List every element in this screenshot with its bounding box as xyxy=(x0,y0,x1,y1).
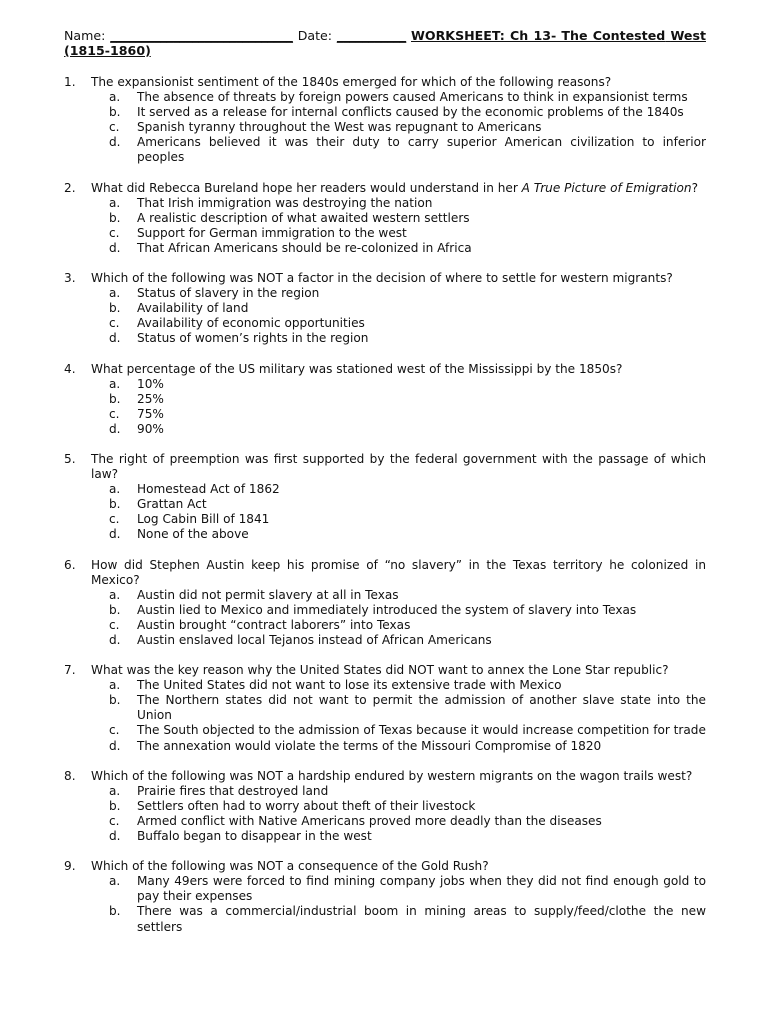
question-text: What percentage of the US military was stationed west of the Mississippi by the 1850s? xyxy=(91,361,623,376)
question-text: What did Rebecca Bureland hope her readers would understand in her A True Picture of Emigration? xyxy=(91,180,699,195)
question-number: 1. xyxy=(64,75,76,89)
answer-option xyxy=(109,211,706,226)
question-3 xyxy=(64,271,706,346)
option-letter: a. xyxy=(109,482,121,497)
option-text: Americans believed it was their duty to carry superior American civilization to inferior peoples xyxy=(137,135,706,165)
option-text: The United States did not want to lose its extensive trade with Mexico xyxy=(137,678,562,693)
option-text: Grattan Act xyxy=(137,497,207,512)
option-text: A realistic description of what awaited western settlers xyxy=(137,210,470,225)
worksheet-page xyxy=(64,28,706,935)
answer-option xyxy=(109,633,706,648)
answer-option xyxy=(109,196,706,211)
option-letter: d. xyxy=(109,829,121,844)
option-letter: d. xyxy=(109,633,121,647)
name-field: _____________________________ xyxy=(110,28,293,43)
option-text: Availability of land xyxy=(137,301,249,316)
option-text: Many 49ers were forced to find mining company jobs when they did not find enough gold to pay their expenses xyxy=(137,874,706,904)
answer-option xyxy=(109,377,706,392)
question-1 xyxy=(64,75,706,166)
answer-option xyxy=(109,135,706,165)
option-letter: a. xyxy=(109,678,121,693)
answer-option xyxy=(109,90,706,105)
option-text: Homestead Act of 1862 xyxy=(137,482,280,497)
option-text: Buffalo began to disappear in the west xyxy=(137,829,372,844)
option-letter: b. xyxy=(109,602,121,617)
option-letter: a. xyxy=(109,587,121,602)
question-number: 2. xyxy=(64,180,76,195)
option-text: Austin lied to Mexico and immediately introduced the system of slavery into Texas xyxy=(137,602,637,617)
option-letter: c. xyxy=(109,120,120,135)
question-number: 6. xyxy=(64,557,76,572)
question-7 xyxy=(64,663,706,754)
option-text: 75% xyxy=(137,406,164,421)
question-text: What was the key reason why the United States did NOT want to annex the Lone Star republic? xyxy=(91,663,669,678)
answer-option xyxy=(109,814,706,829)
worksheet-title: WORKSHEET: Ch 13- The Contested West (1815-1860) xyxy=(64,28,706,58)
question-5 xyxy=(64,452,706,543)
option-text: 25% xyxy=(137,391,164,406)
option-letter: a. xyxy=(109,195,121,210)
option-letter: d. xyxy=(109,135,121,150)
option-text: Status of slavery in the region xyxy=(137,286,320,301)
answer-option xyxy=(109,497,706,512)
option-text: Austin brought “contract laborers” into Texas xyxy=(137,617,411,632)
question-6 xyxy=(64,558,706,649)
question-9 xyxy=(64,859,706,934)
option-letter: b. xyxy=(109,904,121,919)
option-letter: b. xyxy=(109,798,121,813)
answer-option xyxy=(109,422,706,437)
option-letter: b. xyxy=(109,105,121,120)
question-text: Which of the following was NOT a factor in the decision of where to settle for western migrants? xyxy=(91,271,673,286)
question-number: 5. xyxy=(64,451,76,466)
option-letter: c. xyxy=(109,225,120,240)
option-text: That Irish immigration was destroying the nation xyxy=(137,195,433,210)
answer-option xyxy=(109,874,706,904)
option-text: It served as a release for internal conflicts caused by the economic problems of the 1840s xyxy=(137,105,684,120)
answer-option xyxy=(109,331,706,346)
option-letter: b. xyxy=(109,210,121,225)
question-text: Which of the following was NOT a consequence of the Gold Rush? xyxy=(91,859,489,874)
option-text: Settlers often had to worry about theft of their livestock xyxy=(137,798,476,813)
option-text: That African Americans should be re-colonized in Africa xyxy=(137,240,472,255)
option-letter: d. xyxy=(109,738,121,753)
option-letter: a. xyxy=(109,783,121,798)
answer-option xyxy=(109,482,706,497)
question-number: 3. xyxy=(64,271,76,286)
option-letter: a. xyxy=(109,376,121,391)
option-text: Log Cabin Bill of 1841 xyxy=(137,512,270,527)
option-letter: d. xyxy=(109,240,121,255)
option-letter: b. xyxy=(109,497,121,512)
option-text: There was a commercial/industrial boom in mining areas to supply/feed/clothe the new settlers xyxy=(137,904,706,934)
answer-option xyxy=(109,301,706,316)
option-text: None of the above xyxy=(137,527,249,542)
option-letter: b. xyxy=(109,693,121,708)
option-text: Support for German immigration to the west xyxy=(137,225,407,240)
question-text: How did Stephen Austin keep his promise of “no slavery” in the Texas territory he colonized in Mexico? xyxy=(91,557,706,587)
answer-option xyxy=(109,829,706,844)
option-letter: c. xyxy=(109,316,120,331)
question-2 xyxy=(64,181,706,256)
answer-option xyxy=(109,105,706,120)
question-8 xyxy=(64,769,706,844)
answer-option xyxy=(109,904,706,934)
option-text: The Northern states did not want to permit the admission of another slave state into the Union xyxy=(137,693,706,723)
option-letter: b. xyxy=(109,391,121,406)
option-text: Status of women’s rights in the region xyxy=(137,331,369,346)
answer-option xyxy=(109,603,706,618)
date-field: ___________ xyxy=(336,28,407,43)
option-letter: c. xyxy=(109,512,120,527)
question-number: 4. xyxy=(64,361,76,376)
option-letter: b. xyxy=(109,301,121,316)
answer-option xyxy=(109,286,706,301)
option-letter: d. xyxy=(109,331,121,346)
option-letter: c. xyxy=(109,406,120,421)
answer-option xyxy=(109,407,706,422)
option-letter: a. xyxy=(109,874,121,889)
option-letter: c. xyxy=(109,617,120,632)
answer-option xyxy=(109,241,706,256)
answer-option xyxy=(109,693,706,723)
option-text: Armed conflict with Native Americans proved more deadly than the diseases xyxy=(137,813,602,828)
answer-option xyxy=(109,120,706,135)
option-letter: d. xyxy=(109,527,121,542)
worksheet-header xyxy=(64,28,706,58)
answer-option xyxy=(109,392,706,407)
answer-option xyxy=(109,527,706,542)
option-text: Austin did not permit slavery at all in Texas xyxy=(137,587,399,602)
question-text: The right of preemption was first supported by the federal government with the passage of which law? xyxy=(91,451,706,482)
question-4 xyxy=(64,362,706,437)
option-text: 10% xyxy=(137,376,164,391)
question-number: 8. xyxy=(64,768,76,783)
option-text: The annexation would violate the terms of the Missouri Compromise of 1820 xyxy=(137,738,602,753)
date-label: Date: xyxy=(297,28,333,43)
question-text: Which of the following was NOT a hardship endured by western migrants on the wagon trails west? xyxy=(91,768,693,783)
answer-option xyxy=(109,618,706,633)
option-letter: c. xyxy=(109,813,120,828)
answer-option xyxy=(109,512,706,527)
answer-option xyxy=(109,316,706,331)
option-text: 90% xyxy=(137,421,164,436)
question-number: 7. xyxy=(64,663,76,678)
option-text: The absence of threats by foreign powers caused Americans to think in expansionist terms xyxy=(137,90,688,105)
option-letter: a. xyxy=(109,90,121,105)
answer-option xyxy=(109,588,706,603)
option-text: The South objected to the admission of Texas because it would increase competition for trade xyxy=(137,723,706,738)
option-text: Availability of economic opportunities xyxy=(137,316,365,331)
option-letter: d. xyxy=(109,421,121,436)
answer-option xyxy=(109,678,706,693)
option-letter: c. xyxy=(109,723,120,738)
option-text: Prairie fires that destroyed land xyxy=(137,783,329,798)
option-text: Spanish tyranny throughout the West was repugnant to Americans xyxy=(137,120,542,135)
answer-option xyxy=(109,739,706,754)
question-number: 9. xyxy=(64,859,76,874)
answer-option xyxy=(109,226,706,241)
question-text: The expansionist sentiment of the 1840s emerged for which of the following reasons? xyxy=(91,75,612,89)
answer-option xyxy=(109,799,706,814)
answer-option xyxy=(109,784,706,799)
option-letter: a. xyxy=(109,286,121,301)
book-title: A True Picture of Emigration xyxy=(521,180,692,195)
answer-option xyxy=(109,723,706,738)
name-label: Name: xyxy=(64,28,106,43)
option-text: Austin enslaved local Tejanos instead of African Americans xyxy=(137,633,492,647)
